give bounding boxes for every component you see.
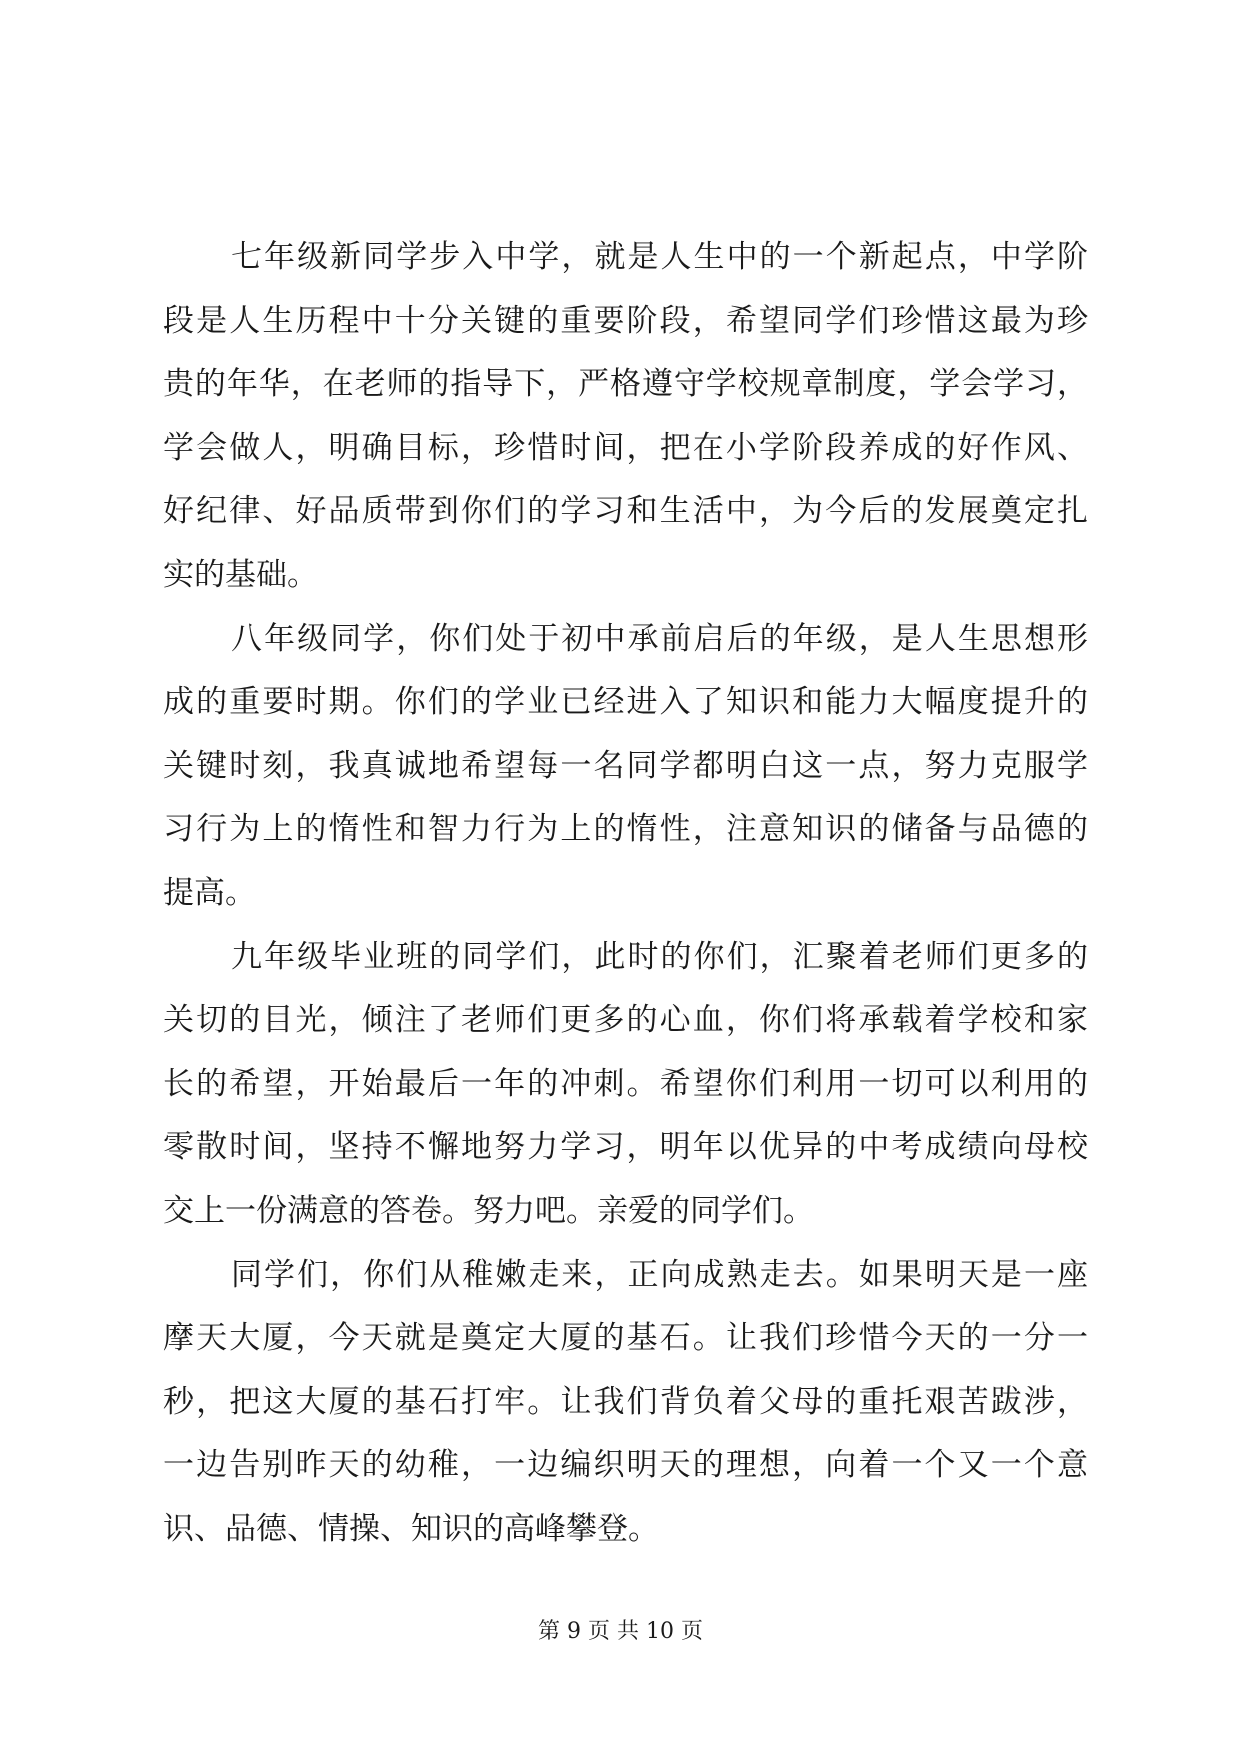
text-line: 识、品德、情操、知识的高峰攀登。 <box>163 1510 659 1547</box>
text-line: 长的希望，开始最后一年的冲刺。希望你们利用一切可以利用的 <box>163 1065 1088 1102</box>
text-line: 交上一份满意的答卷。努力吧。亲爱的同学们。 <box>163 1192 814 1229</box>
text-line: 八年级同学，你们处于初中承前启后的年级，是人生思想形 <box>231 620 1088 657</box>
text-line: 段是人生历程中十分关键的重要阶段，希望同学们珍惜这最为珍 <box>163 302 1088 339</box>
text-line: 关切的目光，倾注了老师们更多的心血，你们将承载着学校和家 <box>163 1002 1088 1039</box>
text-line: 零散时间，坚持不懈地努力学习，明年以优异的中考成绩向母校 <box>163 1129 1088 1166</box>
text-line: 实的基础。 <box>163 556 318 593</box>
page-number-footer: 第 9 页 共 10 页 <box>538 1619 703 1644</box>
text-line: 秒，把这大厦的基石打牢。让我们背负着父母的重托艰苦跋涉， <box>163 1383 1088 1420</box>
text-line: 一边告别昨天的幼稚，一边编织明天的理想，向着一个又一个意 <box>163 1447 1088 1484</box>
text-line: 好纪律、好品质带到你们的学习和生活中，为今后的发展奠定扎 <box>163 493 1088 530</box>
text-line: 同学们，你们从稚嫩走来，正向成熟走去。如果明天是一座 <box>231 1256 1088 1293</box>
text-line: 提高。 <box>163 874 256 911</box>
text-line: 七年级新同学步入中学，就是人生中的一个新起点，中学阶 <box>231 239 1088 275</box>
text-line: 习行为上的惰性和智力行为上的惰性，注意知识的储备与品德的 <box>163 811 1088 848</box>
paragraph-closing <box>163 1244 1088 1562</box>
paragraph-grade-9 <box>163 926 1088 1244</box>
paragraph-grade-7 <box>163 226 1088 608</box>
text-line: 学会做人，明确目标，珍惜时间，把在小学阶段养成的好作风、 <box>163 429 1088 466</box>
text-line: 贵的年华，在老师的指导下，严格遵守学校规章制度，学会学习， <box>163 366 1088 403</box>
text-line: 九年级毕业班的同学们，此时的你们，汇聚着老师们更多的 <box>231 938 1088 975</box>
document-body <box>163 226 1088 1561</box>
text-line: 摩天大厦，今天就是奠定大厦的基石。让我们珍惜今天的一分一 <box>163 1320 1088 1357</box>
paragraph-grade-8 <box>163 608 1088 926</box>
text-line: 成的重要时期。你们的学业已经进入了知识和能力大幅度提升的 <box>163 684 1088 721</box>
text-line: 关键时刻，我真诚地希望每一名同学都明白这一点，努力克服学 <box>163 747 1088 784</box>
